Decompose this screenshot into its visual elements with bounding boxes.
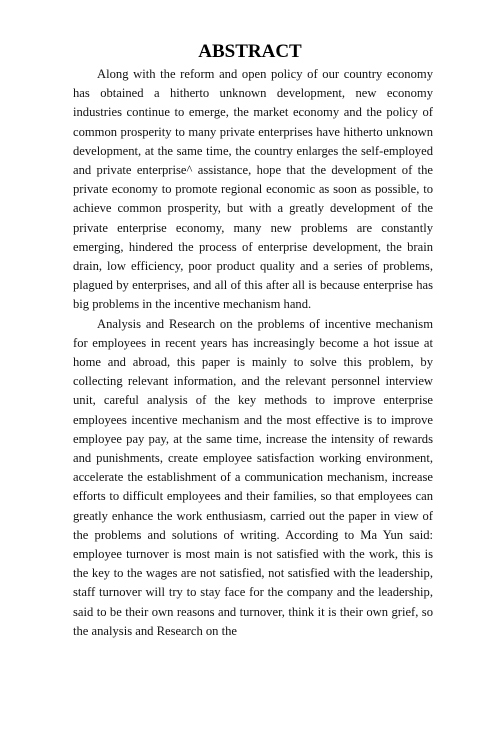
abstract-paragraph-2: Analysis and Research on the problems of incentive mechanism for employees in recent years has increasingly become a hot issue at home and abroad, this paper is mainly to solve this problem, by collecting relevant information, and the relevant personnel interview unit, careful analysis of the key methods to improve enterprise employees incentive mechanism and the most effective is to improve employee pay pay, at the same time, increase the intensity of rewards and punishments, create employee satisfaction working environment, accelerate the establishment of a communication mechanism, increase efforts to difficult employees and their families, so that employees can greatly enhance the work enthusiasm, carried out the paper in view of the problems and solutions of writing. According to Ma Yun said: employee turnover is most main is not satisfied with the work, this is the key to the wages are not satisfied, not satisfied with the leadership, staff turnover will try to stay face for the company and the leadership, said to be their own reasons and turnover, think it is their own grief, so the analysis and Research on the (73, 316, 433, 638)
abstract-paragraph-1: Along with the reform and open policy of our country economy has obtained a hitherto unknown development, new economy industries continue to emerge, the market economy and the policy of common prosperity to many private enterprises have hitherto unknown development, at the same time, the country enlarges the self-employed and private enterprise^ assistance, hope that the development of the private economy to promote regional economic as soon as possible, to achieve common prosperity, but with a greatly development of the private enterprise economy, many new problems are constantly emerging, hindered the process of enterprise development, the brain drain, low efficiency, poor product quality and a series of problems, plagued by enterprises, and all of this after all is because enterprise has big problems in the incentive mechanism hand. (73, 67, 433, 312)
abstract-body (73, 65, 433, 641)
abstract-title: ABSTRACT (198, 41, 302, 62)
